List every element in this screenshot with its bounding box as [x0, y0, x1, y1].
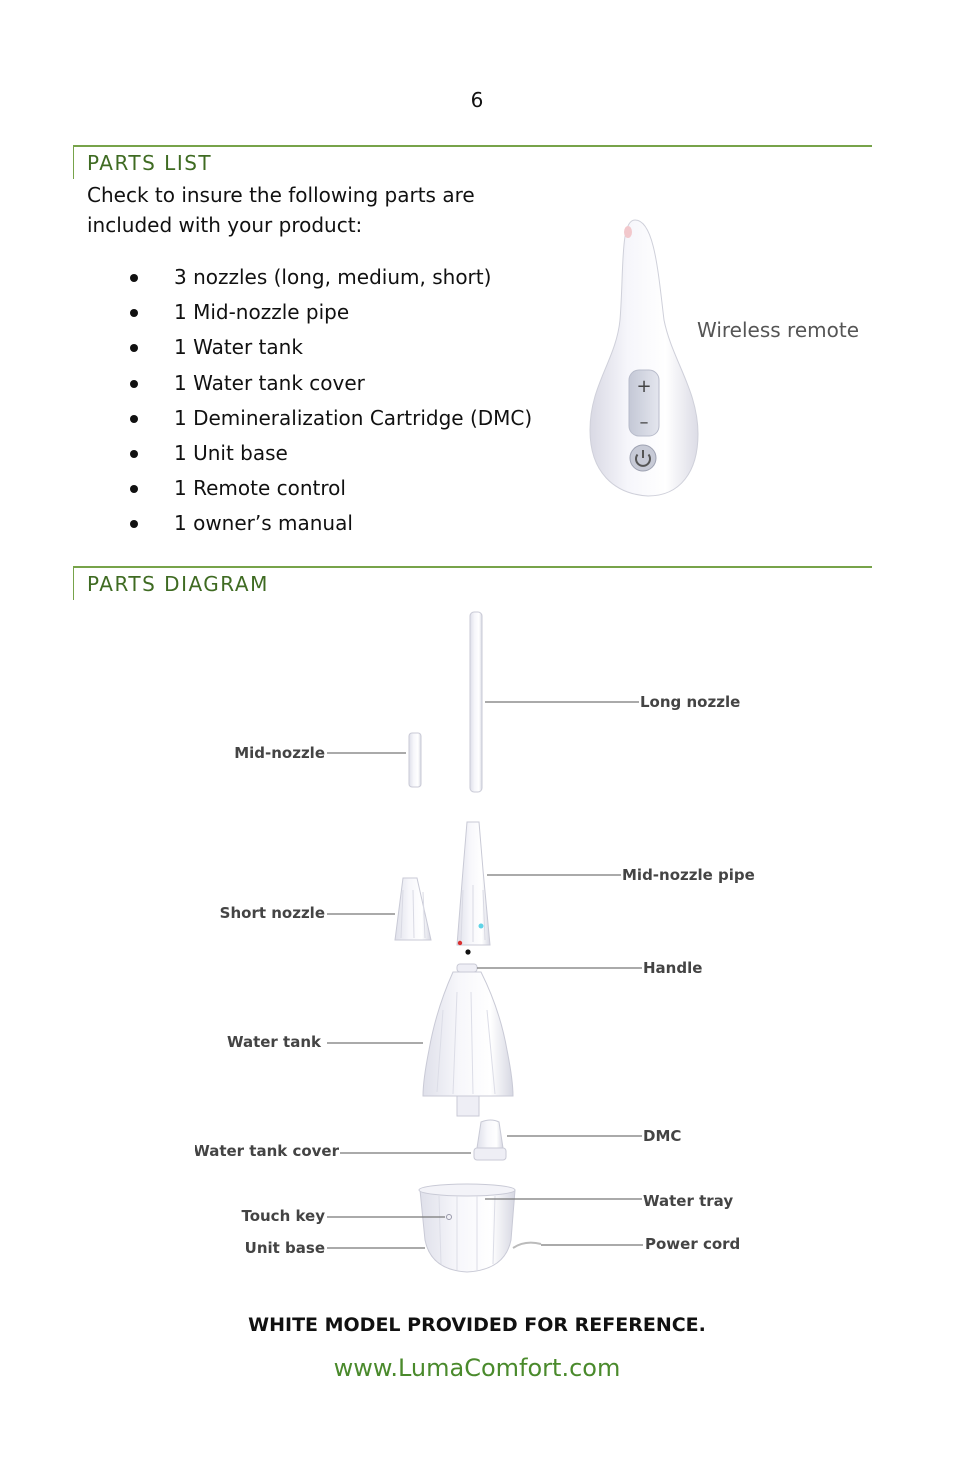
list-item-text: 1 owner’s manual — [174, 511, 353, 536]
handle-label: Handle — [643, 959, 703, 977]
list-item — [130, 261, 532, 296]
water-tank-label: Water tank — [226, 1033, 321, 1051]
parts-diagram-heading: PARTS DIAGRAM — [87, 572, 269, 596]
list-item — [130, 331, 532, 366]
mid-nozzle-pipe-label: Mid-nozzle pipe — [622, 866, 755, 884]
list-item — [130, 296, 532, 331]
dmc-part — [477, 1120, 503, 1148]
list-item-text: 1 Water tank cover — [174, 370, 365, 395]
list-item-text: 1 Remote control — [174, 476, 346, 501]
long-nozzle-part — [470, 612, 482, 792]
list-item — [130, 402, 532, 437]
water-tank-cover-label: Water tank cover — [195, 1142, 339, 1160]
wireless-remote-figure — [580, 210, 870, 510]
handle-part — [457, 964, 477, 972]
parts-list — [130, 261, 532, 543]
intro-line-1: Check to insure the following parts are — [87, 183, 475, 207]
unit-base-part — [420, 1190, 515, 1272]
list-item — [130, 367, 532, 402]
wireless-remote-label: Wireless remote — [697, 318, 859, 342]
list-item — [130, 437, 532, 472]
list-item-text: 1 Mid-nozzle pipe — [174, 300, 350, 325]
list-item — [130, 507, 532, 542]
long-nozzle-label: Long nozzle — [640, 693, 741, 711]
touch-key-label: Touch key — [241, 1207, 325, 1225]
water-tank-part — [423, 972, 513, 1096]
plus-icon: + — [636, 376, 652, 397]
list-item — [130, 472, 532, 507]
list-item-text: 1 Water tank — [174, 335, 303, 360]
bullet-icon — [130, 485, 138, 493]
mid-nozzle-label: Mid-nozzle — [234, 744, 325, 762]
intro-line-2: included with your product: — [87, 213, 363, 237]
list-item-text: 1 Demineralization Cartridge (DMC) — [174, 405, 533, 430]
bullet-icon — [130, 309, 138, 317]
parts-list-heading: PARTS LIST — [87, 151, 213, 175]
page-number: 6 — [470, 88, 484, 112]
bullet-icon — [130, 415, 138, 423]
bullet-icon — [130, 274, 138, 282]
minus-icon: – — [639, 412, 649, 433]
parts-list-intro — [87, 180, 527, 240]
short-nozzle-label: Short nozzle — [219, 904, 325, 922]
remote-led — [624, 226, 632, 238]
wireless-remote-illustration — [580, 210, 870, 510]
parts-diagram-figure — [195, 600, 765, 1290]
unit-base-label: Unit base — [244, 1239, 325, 1257]
mid-nozzle-part — [409, 733, 421, 787]
website-link[interactable]: www.LumaComfort.com — [333, 1354, 621, 1382]
bullet-icon — [130, 344, 138, 352]
bullet-icon — [130, 450, 138, 458]
figure-caption: WHITE MODEL PROVIDED FOR REFERENCE. — [248, 1314, 706, 1336]
parts-diagram-illustration — [195, 600, 765, 1290]
dmc-label: DMC — [643, 1127, 682, 1145]
list-item-text: 3 nozzles (long, medium, short) — [174, 265, 492, 289]
list-item-text: 1 Unit base — [174, 440, 288, 465]
water-tray-label: Water tray — [643, 1192, 734, 1210]
power-cord-label: Power cord — [645, 1235, 741, 1253]
bullet-icon — [130, 520, 138, 528]
bullet-icon — [130, 380, 138, 388]
